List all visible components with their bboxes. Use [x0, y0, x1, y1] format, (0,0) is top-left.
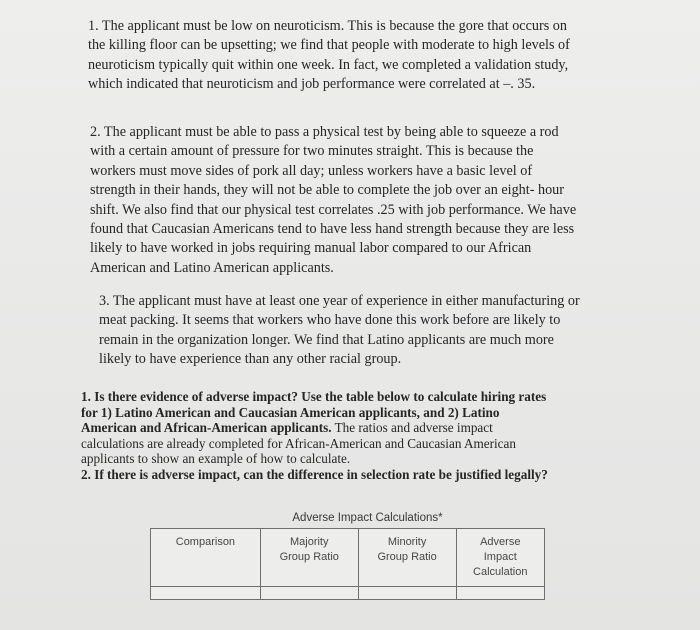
- text-line: 2. The applicant must be able to pass a physical test by being able to squeeze a rod: [90, 124, 559, 140]
- text-line: strength in their hands, they will not be able to complete the job over an eight- hour: [90, 182, 564, 199]
- questions-block: [81, 389, 548, 483]
- question-1-line: [81, 420, 548, 436]
- text-line: likely to have worked in jobs requiring manual labor compared to our African: [90, 240, 532, 257]
- table-cell: [151, 587, 261, 600]
- text-line: which indicated that neuroticism and job performance were correlated at –. 35.: [88, 76, 536, 93]
- header-adverse-l3: Calculation: [473, 566, 528, 578]
- paragraph-neuroticism: [88, 17, 570, 95]
- table-cell: [456, 587, 544, 600]
- table-header-row: [151, 529, 545, 587]
- header-minority-l2: Group Ratio: [377, 551, 437, 563]
- table-title: Adverse Impact Calculations*: [292, 512, 443, 524]
- header-minority-l1: Minority: [387, 536, 427, 548]
- text-line: the killing floor can be upsetting; we find that people with moderate to high levels of: [88, 37, 570, 54]
- question-1-bold-end: American and African-American applicants.: [81, 420, 332, 436]
- adverse-impact-table: [150, 528, 545, 600]
- question-1-line: for 1) Latino American and Caucasian American applicants, and 2) Latino: [81, 404, 500, 420]
- question-1-line: applicants to show an example of how to calculate.: [81, 451, 351, 467]
- table-cell: [260, 587, 358, 600]
- table-cell: [358, 587, 456, 600]
- paragraph-physical-test: [90, 123, 576, 278]
- question-1-line: calculations are already completed for African-American and Caucasian American: [81, 435, 516, 451]
- text-line: 3. The applicant must have at least one year of experience in either manufacturing or: [99, 293, 580, 309]
- text-line: meat packing. It seems that workers who have done this work before are likely to: [99, 312, 561, 329]
- text-line: workers must move sides of pork all day; unless workers have a basic level of: [90, 162, 533, 179]
- header-majority: [260, 529, 358, 587]
- header-majority-l1: Majority: [289, 536, 329, 548]
- header-minority: [358, 529, 456, 587]
- header-comparison-label: Comparison: [175, 536, 236, 548]
- question-2: 2. If there is adverse impact, can the difference in selection rate be justified legally?: [81, 466, 548, 482]
- header-comparison: [151, 529, 261, 587]
- text-line: neuroticism typically quit within one week. In fact, we completed a validation study,: [88, 56, 569, 73]
- question-1-line: 1. Is there evidence of adverse impact? Use the table below to calculate hiring rates: [81, 389, 547, 404]
- header-adverse-l1: Adverse: [480, 536, 521, 548]
- adverse-impact-table-section: [150, 512, 545, 600]
- header-majority-l2: Group Ratio: [279, 551, 339, 563]
- text-line: shift. We also find that our physical test correlates .25 with job performance. We have: [90, 201, 577, 218]
- text-line: American and Latino American applicants.: [90, 259, 334, 276]
- header-adverse-impact: [456, 529, 544, 587]
- text-line: with a certain amount of pressure for two minutes straight. This is because the: [90, 143, 534, 160]
- paragraph-experience: [99, 292, 580, 370]
- text-line: found that Caucasian Americans tend to have less hand strength because they are less: [90, 221, 575, 238]
- table-row: [151, 587, 545, 600]
- text-line: remain in the organization longer. We find that Latino applicants are much more: [99, 331, 554, 348]
- text-line: likely to have experience than any other racial group.: [99, 351, 402, 368]
- text-line: 1. The applicant must be low on neuroticism. This is because the gore that occurs on: [88, 18, 567, 34]
- question-1-note: The ratios and adverse impact: [331, 420, 493, 436]
- header-adverse-l2: Impact: [483, 551, 517, 563]
